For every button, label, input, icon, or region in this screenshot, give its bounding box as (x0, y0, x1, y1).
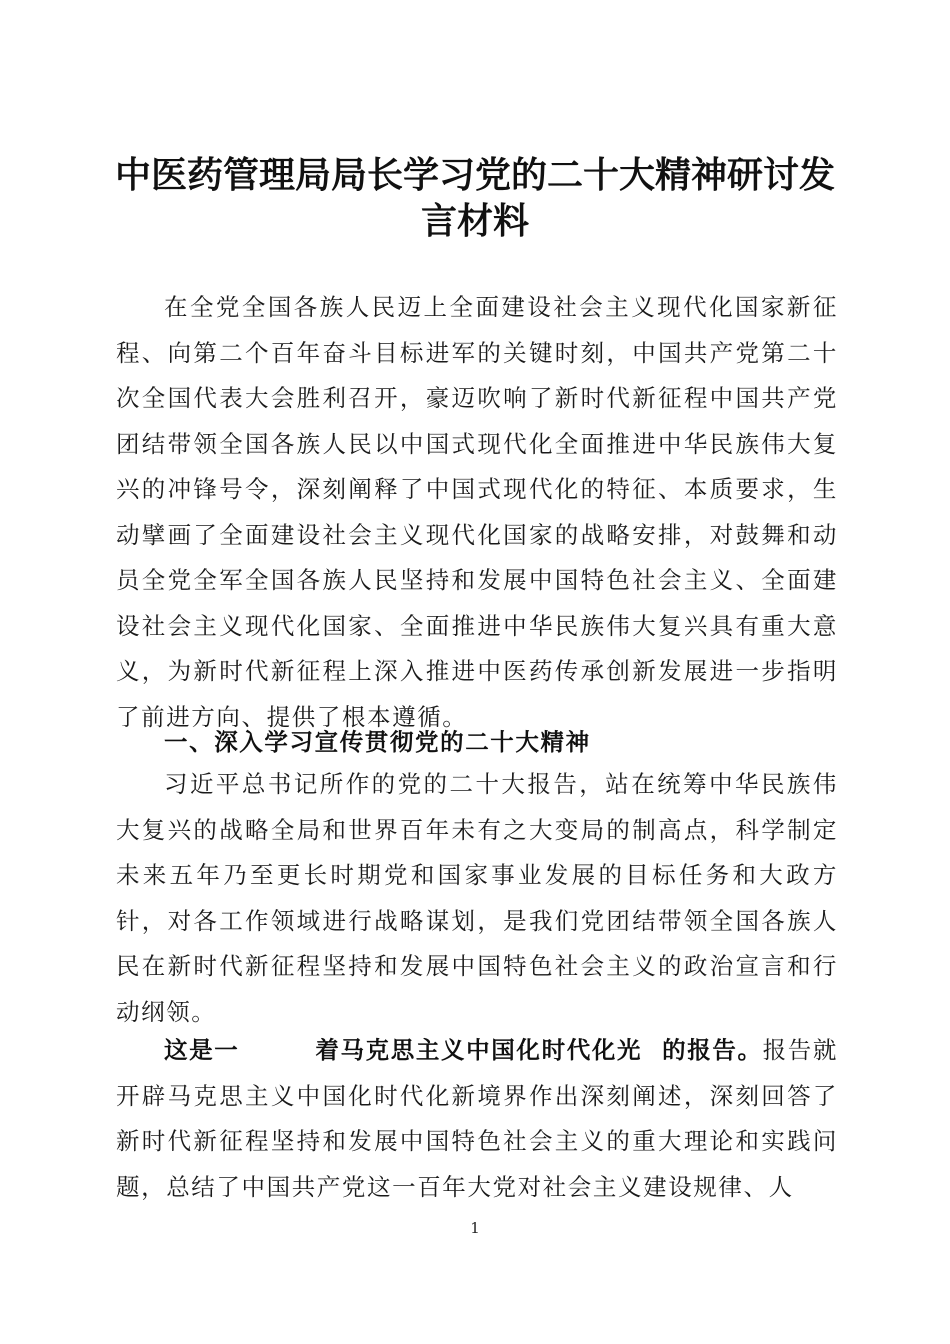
title-line-1: 中医药管理局局长学习党的二十大精神研讨发 (114, 154, 835, 196)
section-heading-1: 一、深入学习宣传贯彻党的二十大精神 (164, 728, 591, 756)
page-number: 1 (470, 1219, 480, 1237)
intro-paragraph: 在全党全国各族人民迈上全面建设社会主义现代化国家新征程、向第二个百年奋斗目标进军的关键时刻，中国共产党第二十次全国代表大会胜利召开，豪迈吹响了新时代新征程中国共产党团结带领全国各族人民以中国式现代化全面推进中华民族伟大复兴的冲锋号令，深刻阐释了中国式现代化的特征、本质要求，生动擘画了全面建设社会主义现代化国家的战略安排，对鼓舞和动员全党全军全国各族人民坚持和发展中国特色社会主义、全面建设社会主义现代化国家、全面推进中华民族伟大复兴具有重大意义，为新时代新征程上深入推进中医药传承创新发展进一步指明了前进方向、提供了根本遵循。 (116, 293, 838, 731)
section-1-paragraph-1: 习近平总书记所作的党的二十大报告，站在统筹中华民族伟大复兴的战略全局和世界百年未有之大变局的制高点，科学制定未来五年乃至更长时期党和国家事业发展的目标任务和大政方针，对各工作领域进行战略谋划，是我们党团结带领全国各族人民在新时代新征程坚持和发展中国特色社会主义的政治宣言和行动纲领。 (116, 770, 838, 1026)
paragraph-body: 报告就开辟马克思主义中国化时代化新境界作出深刻阐述，深刻回答了新时代新征程坚持和发展中国特色社会主义的重大理论和实践问题，总结了中国共产党这一百年大党对社会主义建设规律、人 (116, 1036, 838, 1201)
section-1-paragraph-2 (116, 1028, 838, 1210)
paragraph-lead-bold-b: 着马克思主义中国化时代化光 (315, 1036, 643, 1064)
paragraph-lead-bold-c: 的报告。 (662, 1036, 763, 1064)
document-title (100, 152, 850, 244)
title-line-2: 言材料 (420, 200, 529, 242)
paragraph-lead-bold-a: 这是一 (164, 1036, 240, 1064)
